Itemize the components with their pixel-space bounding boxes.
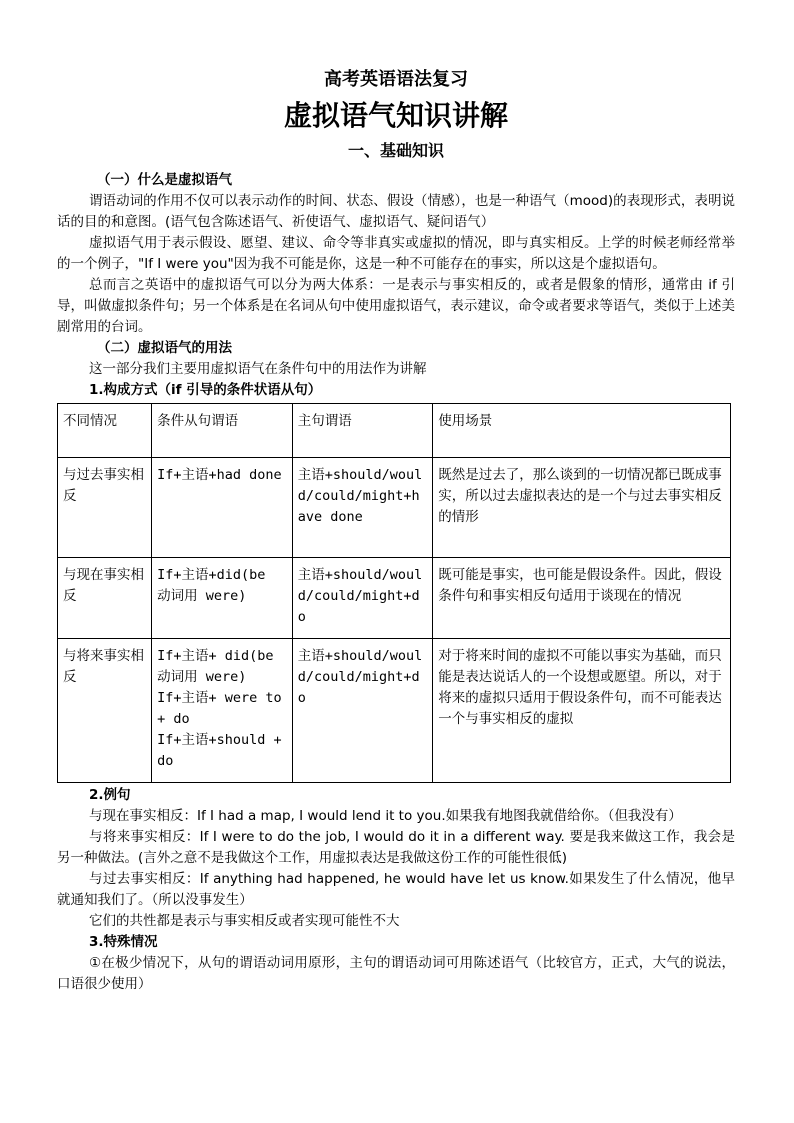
special-cases-heading: 3.特殊情况 (89, 934, 158, 950)
table-cell-usage: 对于将来时间的虚拟不可能以事实为基础，而只能是表达说话人的一个设想或愿望。所以，对于将来的虚拟只适用于假设条件句，而不可能表达一个与事实相反的虚拟 (433, 639, 731, 783)
example-sentence: 与将来事实相反：If I were to do the job, I would do it in a different way. 要是我来做这工作，我会是另一种做法。(言外之意不是我做这个工作，用虚拟表达是我做这份工作的可能性很低) (57, 829, 735, 866)
part2-heading: （二）虚拟语气的用法 (97, 340, 232, 356)
table-cell-condition: If+主语+did(be 动词用 were) (152, 558, 293, 639)
table-cell-case: 与过去事实相反 (58, 458, 152, 558)
examples-heading: 2.例句 (89, 787, 131, 803)
part2-intro: 这一部分我们主要用虚拟语气在条件句中的用法作为讲解 (89, 361, 427, 377)
special-case-text: ①在极少情况下，从句的谓语动词用原形，主句的谓语动词可用陈述语气（比较官方，正式，大气的说法，口语很少使用） (57, 955, 735, 992)
example-sentence: 与现在事实相反：If I had a map, I would lend it to you.如果我有地图我就借给你。（但我没有） (89, 808, 682, 824)
document-page (57, 66, 735, 995)
table-cell-main: 主语+should/would/could/might+do (292, 558, 433, 639)
table-header-cell: 条件从句谓语 (152, 404, 293, 458)
paragraph: 虚拟语气用于表示假设、愿望、建议、命令等非真实或虚拟的情况，即与真实相反。上学的时候老师经常举的一个例子，"If I were you"因为我不可能是你，这是一种不可能存在的事实，所以这是个虚拟语句。 (57, 235, 735, 272)
construction-heading: 1.构成方式（if 引导的条件状语从句） (89, 382, 322, 398)
table-cell-main: 主语+should/would/could/might+do (292, 639, 433, 783)
table-header-cell: 不同情况 (58, 404, 152, 458)
paragraph: 总而言之英语中的虚拟语气可以分为两大体系：一是表示与事实相反的，或者是假象的情形，通常由 if 引导，叫做虚拟条件句；另一个体系是在名词从句中使用虚拟语气，表示建议，命令或者要求等语气，类似于上述美剧常用的台词。 (57, 277, 735, 335)
paragraph: 谓语动词的作用不仅可以表示动作的时间、状态、假设（情感），也是一种语气（mood)的表现形式，表明说话的目的和意图。(语气包含陈述语气、祈使语气、虚拟语气、疑问语气） (57, 193, 735, 230)
table-cell-condition: If+主语+ did(be 动词用 were) If+主语+ were to + do If+主语+should + do (152, 639, 293, 783)
example-sentence: 与过去事实相反：If anything had happened, he would have let us know.如果发生了什么情况，他早就通知我们了。（所以没事发生） (57, 871, 735, 908)
table-header-cell: 使用场景 (433, 404, 731, 458)
table-row (58, 639, 731, 783)
conditional-table (57, 403, 731, 783)
table-header-row (58, 404, 731, 458)
table-cell-main: 主语+should/would/could/might+have done (292, 458, 433, 558)
table-cell-case: 与将来事实相反 (58, 639, 152, 783)
table-cell-usage: 既然是过去了，那么谈到的一切情况都已既成事实，所以过去虚拟表达的是一个与过去事实相反的情形 (433, 458, 731, 558)
table-row (58, 558, 731, 639)
section-title: 一、基础知识 (347, 141, 444, 160)
table-header-cell: 主句谓语 (292, 404, 433, 458)
table-cell-usage: 既可能是事实，也可能是假设条件。因此，假设条件句和事实相反句适用于谈现在的情况 (433, 558, 731, 639)
part1-heading: （一）什么是虚拟语气 (97, 172, 232, 188)
document-main-title: 虚拟语气知识讲解 (283, 99, 508, 132)
document-subject-title: 高考英语语法复习 (324, 69, 468, 90)
table-row (58, 458, 731, 558)
table-cell-case: 与现在事实相反 (58, 558, 152, 639)
table-cell-condition: If+主语+had done (152, 458, 293, 558)
examples-summary: 它们的共性都是表示与事实相反或者实现可能性不大 (89, 913, 400, 929)
